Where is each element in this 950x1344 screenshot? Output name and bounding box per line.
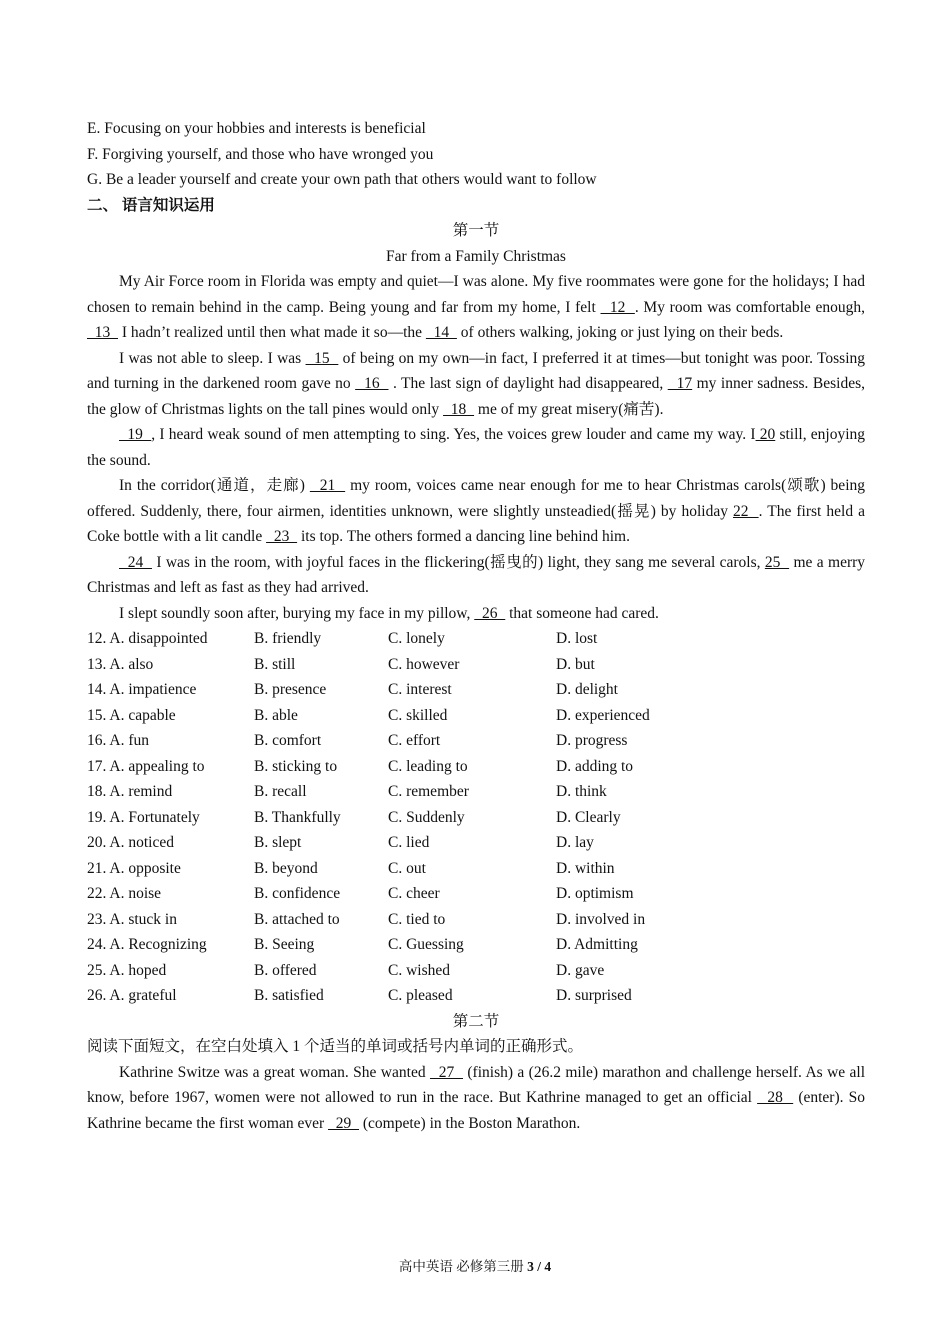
part2-instruction: 阅读下面短文，在空白处填入 1 个适当的单词或括号内单词的正确形式。 bbox=[87, 1038, 584, 1055]
option-q18-d: D. think bbox=[556, 783, 607, 800]
option-q17-b: B. sticking to bbox=[254, 757, 338, 775]
blank-14: 14 bbox=[425, 324, 457, 341]
passage-paragraph-6 bbox=[87, 601, 865, 627]
text: I hadn’t realized until then what made it so—the bbox=[118, 324, 426, 341]
blank-18: 18 bbox=[443, 400, 475, 418]
option-q26-b: B. satisfied bbox=[254, 987, 324, 1004]
option-q16-d: D. progress bbox=[556, 732, 628, 749]
section-heading: 二、 语言知识运用 bbox=[87, 196, 215, 214]
blank-22: 22 bbox=[733, 502, 759, 520]
text: me of my great misery(痛苦). bbox=[474, 400, 664, 418]
text: my inner sadness. Besides, the glow of Christmas lights on the tall pines would only bbox=[87, 375, 865, 418]
option-q16-b: B. comfort bbox=[254, 732, 322, 749]
option-q13-d: D. but bbox=[556, 655, 595, 673]
option-q19-a: 19. A. Fortunately bbox=[87, 808, 200, 826]
blank-29: 29 bbox=[328, 1114, 360, 1132]
text: I was in the room, with joyful faces in the flickering(摇曳的) light, they sang me several carols, bbox=[151, 553, 765, 571]
blank-20: 20 bbox=[755, 426, 776, 443]
option-q23-d: D. involved in bbox=[556, 910, 646, 928]
option-q25-a: 25. A. hoped bbox=[87, 961, 167, 979]
option-q14-d: D. delight bbox=[556, 681, 618, 698]
option-q15-d: D. experienced bbox=[556, 706, 650, 724]
option-q20-d: D. lay bbox=[556, 834, 594, 851]
text: that someone had cared. bbox=[505, 604, 659, 622]
blank-24: 24 bbox=[119, 553, 152, 571]
option-q24-a: 24. A. Recognizing bbox=[87, 936, 207, 953]
blank-25: 25 bbox=[764, 553, 790, 571]
blank-17: 17 bbox=[667, 375, 693, 392]
blank-12: 12 bbox=[600, 298, 635, 316]
option-q23-a: 23. A. stuck in bbox=[87, 910, 177, 928]
passage-paragraph-3 bbox=[87, 422, 865, 473]
option-q15-c: C. skilled bbox=[388, 706, 448, 724]
option-q21-b: B. beyond bbox=[254, 859, 318, 877]
text: , I heard weak sound of men attempting to sing. Yes, the voices grew louder and came my way. I bbox=[151, 426, 756, 443]
text: (enter). So Kathrine became the first woman ever bbox=[87, 1089, 865, 1132]
part1-heading: 第一节 bbox=[452, 222, 500, 239]
option-q13-b: B. still bbox=[254, 655, 296, 673]
option-q26-a: 26. A. grateful bbox=[87, 987, 177, 1004]
page-footer bbox=[0, 1257, 950, 1277]
option-q22-b: B. confidence bbox=[254, 885, 341, 902]
option-q14-b: B. presence bbox=[254, 681, 327, 698]
option-q19-b: B. Thankfully bbox=[254, 808, 341, 826]
option-q23-b: B. attached to bbox=[254, 910, 340, 928]
option-q25-b: B. offered bbox=[254, 961, 317, 979]
option-q17-a: 17. A. appealing to bbox=[87, 757, 205, 775]
option-q16-c: C. effort bbox=[388, 732, 441, 749]
option-q21-a: 21. A. opposite bbox=[87, 859, 181, 877]
text: . My room was comfortable enough, bbox=[634, 298, 866, 316]
text: Kathrine Switze was a great woman. She wanted bbox=[119, 1063, 430, 1081]
option-q25-c: C. wished bbox=[388, 961, 450, 979]
option-q12-c: C. lonely bbox=[388, 630, 445, 647]
option-q13-c: C. however bbox=[388, 655, 460, 673]
part2-heading: 第二节 bbox=[452, 1012, 500, 1030]
text: my room, voices came near enough for me to hear Christmas carols(颂歌) being offered. Suddenly, there, four airmen, identities unknown, were slightly unsteadied(摇晃) by holiday bbox=[87, 477, 865, 520]
worksheet-page bbox=[87, 116, 865, 1136]
option-q16-a: 16. A. fun bbox=[87, 732, 149, 749]
option-q15-b: B. able bbox=[254, 706, 298, 724]
passage-paragraph-2 bbox=[87, 346, 865, 423]
text: . The first held a Coke bottle with a lit candle bbox=[87, 502, 865, 545]
option-q24-d: D. Admitting bbox=[556, 936, 638, 953]
option-q21-c: C. out bbox=[388, 859, 426, 877]
option-q22-d: D. optimism bbox=[556, 885, 634, 902]
option-q14-c: C. interest bbox=[388, 681, 452, 698]
question-options-grid bbox=[87, 626, 865, 1009]
passage-paragraph-1 bbox=[87, 269, 865, 346]
passage-paragraph-4 bbox=[87, 473, 865, 550]
blank-23: 23 bbox=[266, 528, 298, 545]
text: I was not able to sleep. I was bbox=[119, 349, 306, 367]
blank-27: 27 bbox=[429, 1063, 464, 1081]
option-q25-d: D. gave bbox=[556, 961, 605, 979]
page-number: 3 / 4 bbox=[527, 1259, 552, 1274]
option-q20-a: 20. A. noticed bbox=[87, 834, 174, 851]
option-q23-c: C. tied to bbox=[388, 910, 446, 928]
text: In the corridor(通道，走廊) bbox=[119, 477, 310, 494]
text: . The last sign of daylight had disappeared, bbox=[388, 375, 668, 392]
text: of being on my own—in fact, I preferred it at times—but tonight was poor. Tossing and turning in the darkened room gave no bbox=[87, 349, 866, 392]
text: I slept soundly soon after, burying my face in my pillow, bbox=[119, 604, 475, 622]
option-q24-c: C. Guessing bbox=[388, 936, 464, 953]
option-q12-a: 12. A. disappointed bbox=[87, 630, 208, 647]
option-q18-c: C. remember bbox=[388, 783, 469, 800]
option-q13-a: 13. A. also bbox=[87, 655, 154, 673]
option-q18-b: B. recall bbox=[254, 783, 307, 800]
footer-label: 高中英语 必修第三册 bbox=[398, 1259, 528, 1274]
blank-16: 16 bbox=[355, 375, 389, 392]
blank-13: 13 bbox=[87, 324, 118, 341]
blank-21: 21 bbox=[309, 477, 346, 494]
option-q17-d: D. adding to bbox=[556, 757, 634, 775]
option-q26-d: D. surprised bbox=[556, 987, 632, 1004]
option-q22-a: 22. A. noise bbox=[87, 885, 162, 902]
text: (compete) in the Boston Marathon. bbox=[359, 1114, 581, 1132]
blank-15: 15 bbox=[305, 349, 339, 367]
text: me a merry Christmas and left as fast as they had arrived. bbox=[87, 553, 866, 596]
option-q21-d: D. within bbox=[556, 859, 615, 877]
option-q17-c: C. leading to bbox=[388, 757, 468, 775]
option-q19-c: C. Suddenly bbox=[388, 808, 465, 826]
option-q14-a: 14. A. impatience bbox=[87, 681, 197, 698]
option-q15-a: 15. A. capable bbox=[87, 706, 176, 724]
part2-paragraph bbox=[87, 1060, 865, 1137]
option-e: E. Focusing on your hobbies and interests is beneficial bbox=[87, 120, 426, 137]
text: My Air Force room in Florida was empty and quiet—I was alone. My five roommates were gone for the holidays; I had chosen to remain behind in the camp. Being young and far from my home, I felt bbox=[87, 273, 865, 316]
blank-28: 28 bbox=[757, 1089, 794, 1106]
option-q18-a: 18. A. remind bbox=[87, 783, 173, 800]
option-q12-b: B. friendly bbox=[254, 630, 322, 647]
text: of others walking, joking or just lying on their beds. bbox=[456, 324, 784, 341]
option-q22-c: C. cheer bbox=[388, 885, 440, 902]
text: (finish) a (26.2 mile) marathon and challenge herself. As we all know, before 1967, women were not allowed to run in the race. But Kathrine managed to get an official bbox=[87, 1063, 866, 1106]
option-q20-c: C. lied bbox=[388, 834, 430, 851]
blank-26: 26 bbox=[474, 604, 506, 622]
blank-19: 19 bbox=[119, 426, 152, 443]
option-g: G. Be a leader yourself and create your own path that others would want to follow bbox=[87, 171, 597, 188]
passage-title: Far from a Family Christmas bbox=[386, 247, 566, 265]
option-q12-d: D. lost bbox=[556, 630, 598, 647]
option-q20-b: B. slept bbox=[254, 834, 302, 851]
option-q26-c: C. pleased bbox=[388, 987, 453, 1004]
option-f: F. Forgiving yourself, and those who have wronged you bbox=[87, 145, 434, 163]
option-q24-b: B. Seeing bbox=[254, 936, 315, 953]
option-q19-d: D. Clearly bbox=[556, 808, 621, 826]
text: still, enjoying the sound. bbox=[87, 426, 866, 469]
text: its top. The others formed a dancing line behind him. bbox=[297, 528, 630, 545]
passage-paragraph-5 bbox=[87, 550, 865, 601]
